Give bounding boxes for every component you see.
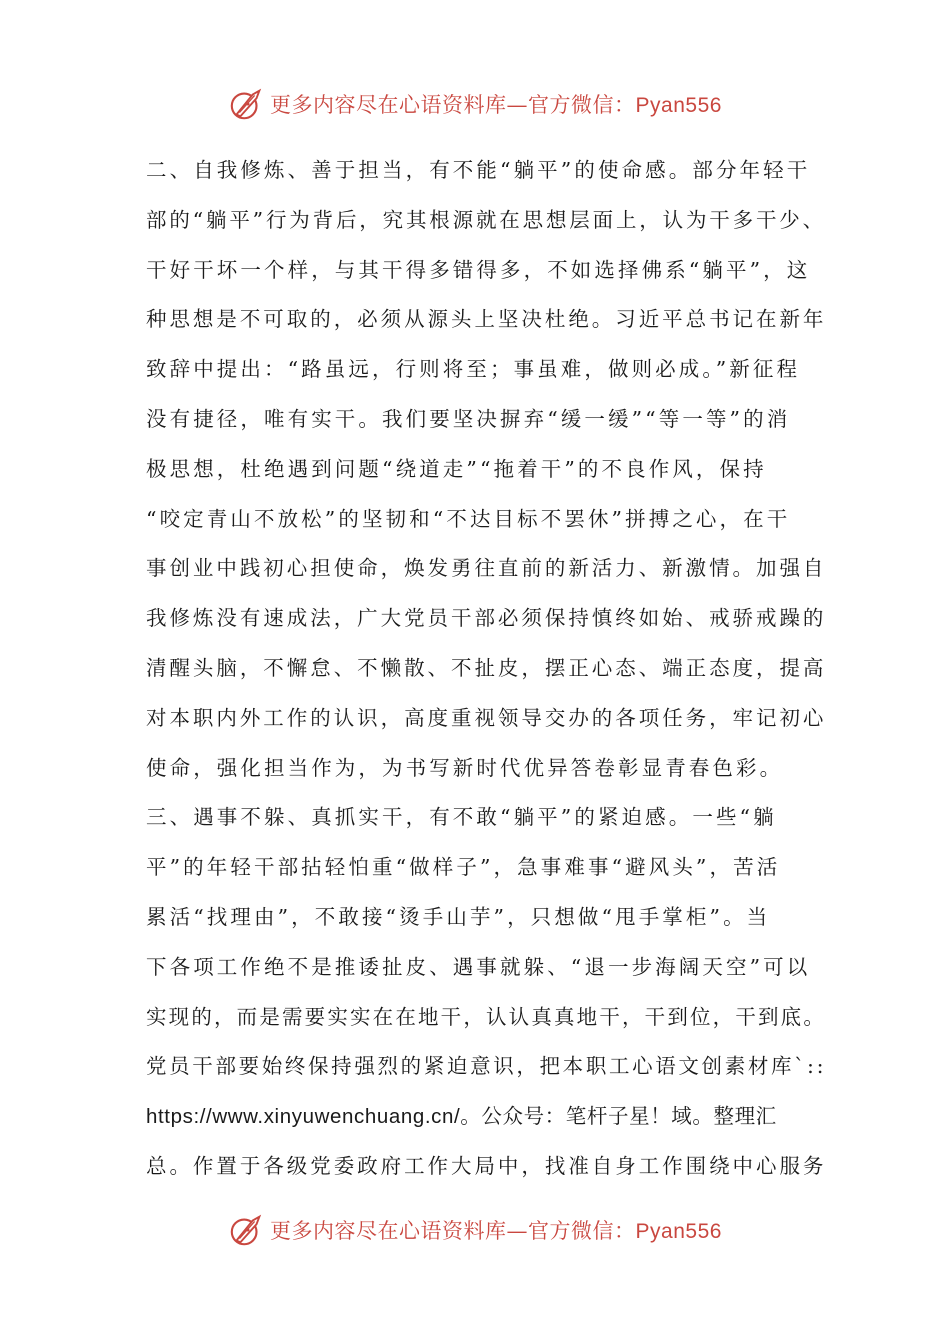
body-line: 部的“躺平”行为背后，究其根源就在思想层面上，认为干多干少、 (146, 207, 826, 232)
body-line: 平”的年轻干部拈轻怕重“做样子”，急事难事“避风头”，苦活 (146, 855, 781, 880)
banner-account: Pyan556 (635, 1220, 722, 1243)
document-body (146, 146, 826, 1192)
body-line-url: https://www.xinyuwenchuang.cn/。公众号：笔杆子星！域。整理汇 (146, 1105, 777, 1129)
body-line: 下各项工作绝不是推诿扯皮、遇事就躲、“退一步海阔天空”可以 (146, 954, 811, 979)
body-line: 干好干坏一个样，与其干得多错得多，不如选择佛系“躺平”，这 (146, 257, 811, 282)
banner-account: Pyan556 (635, 94, 722, 117)
body-line: “咬定青山不放松”的坚韧和“不达目标不罢休”拼搏之心，在干 (146, 506, 791, 531)
body-line: 二、自我修炼、善于担当，有不能“躺平”的使命感。部分年轻干 (146, 158, 811, 182)
body-line: 种思想是不可取的，必须从源头上坚决杜绝。习近平总书记在新年 (146, 307, 827, 332)
body-line: 实现的，而是需要实实在在地干，认认真真地干，干到位，干到底。 (146, 1004, 826, 1029)
body-line: 对本职内外工作的认识，高度重视领导交办的各项任务，牢记初心 (146, 705, 827, 730)
body-line: 事创业中践初心担使命，焕发勇往直前的新活力、新激情。加强自 (146, 556, 827, 581)
body-line: 致辞中提出：“路虽远，行则将至；事虽难，做则必成。”新征程 (146, 357, 801, 382)
body-line: 清醒头脑，不懈怠、不懒散、不扯皮，摆正心态、端正态度，提高 (146, 655, 827, 680)
banner-text (270, 1215, 722, 1245)
pen-nib-circle-icon (228, 85, 266, 123)
footer-watermark-banner (0, 1208, 950, 1252)
body-line: 没有捷径，唯有实干。我们要坚决摒弃“缓一缓”“等一等”的消 (146, 406, 791, 431)
body-line: 党员干部要始终保持强烈的紧迫意识，把本职工心语文创素材库`:: (146, 1054, 827, 1079)
banner-slogan: 更多内容尽在心语资料库—官方微信： (270, 1219, 636, 1243)
banner-text (270, 89, 722, 119)
body-line: 使命，强化担当作为，为书写新时代优异答卷彰显青春色彩。 (146, 755, 784, 780)
body-line: 总。作置于各级党委政府工作大局中，找准自身工作围绕中心服务 (146, 1153, 827, 1178)
pen-nib-circle-icon (228, 1211, 266, 1249)
body-line: 我修炼没有速成法，广大党员干部必须保持慎终如始、戒骄戒躁的 (146, 606, 827, 631)
body-line: 极思想，杜绝遇到问题“绕道走”“拖着干”的不良作风，保持 (146, 456, 767, 481)
banner-slogan: 更多内容尽在心语资料库—官方微信： (270, 93, 636, 117)
body-line: 三、遇事不躲、真抓实干，有不敢“躺平”的紧迫感。一些“躺 (146, 805, 777, 830)
header-watermark-banner (0, 82, 950, 126)
body-line: 累活“找理由”，不敢接“烫手山芋”，只想做“甩手掌柜”。当 (146, 904, 771, 929)
